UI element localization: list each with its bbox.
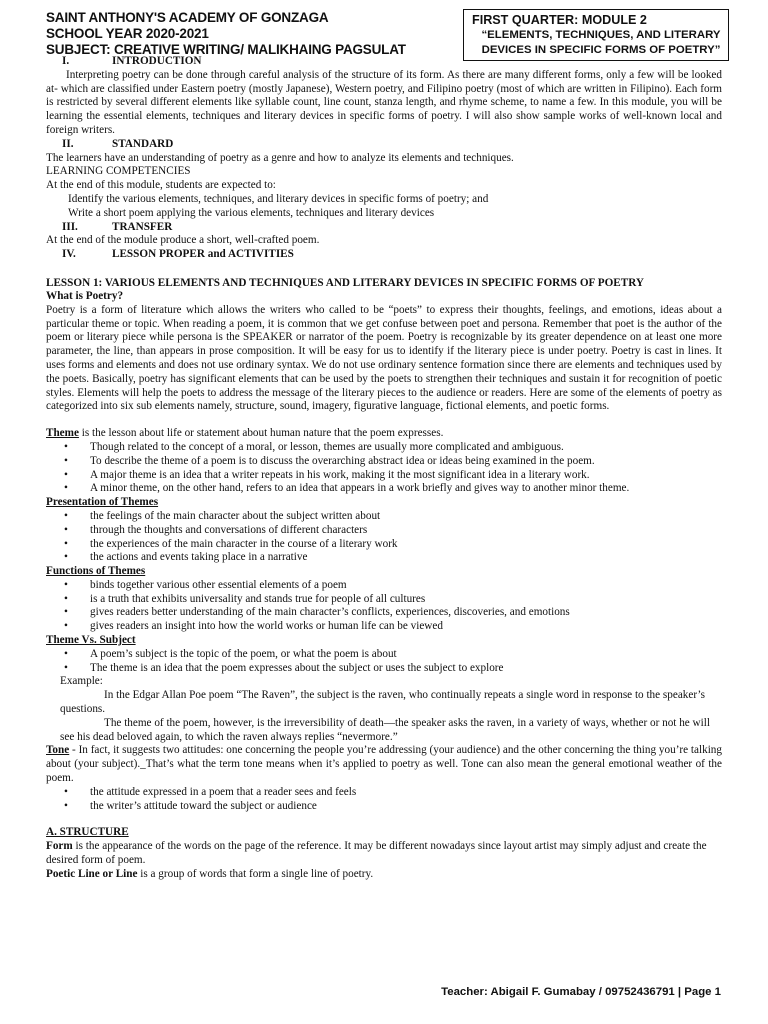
theme-vs-subject-heading: Theme Vs. Subject [46,634,136,647]
poetic-line-definition: Poetic Line or Line is a group of words that form a single line of poetry. [46,867,374,880]
list-item: • the attitude expressed in a poem that a reader sees and feels [46,786,722,800]
standard-paragraph: The learners have an understanding of poetry as a genre and how to analyze its elements and techniques. [46,151,514,164]
module-quarter: FIRST QUARTER: MODULE 2 [472,13,647,27]
what-is-poetry-paragraph: Poetry is a form of literature which allows the writers who called to be “poets” to express their thoughts, feelings, and emotions, ideas about a particular theme or topic. When reading a poem, it is common that we get confuse between poet and persona. Remember that poet is the author of the poem or literary piece while persona is the SPEAKER or narrator of the poem. Poetry is recognizable by its greater dependence on at least one more parameter, the line, than appears in prose composition. It will be easy for us to identify if the literary piece is under poetry. Poetry is cast in lines. It uses forms and elements and does not use ordinary syntax. We do not use ordinary sentence formation since there are elements and techniques used by the poets. Basically, poetry has significant elements that can be used by the poets to strengthen their techniques and sustain it for recognition of poetic styles. Elements will help the poets to address the message of the literary pieces to the audience or readers. Here are some of the elements of poetry as categorized into six sub elements namely, structure, sound, imagery, figurative language, fictional elements, and poetic forms. [46,303,722,413]
document-body [46,55,722,882]
list-item: • Though related to the concept of a moral, or lesson, themes are usually more complicated and ambiguous. [46,441,722,455]
list-item: • is a truth that exhibits universality and stands true for people of all cultures [46,593,722,607]
transfer-paragraph: At the end of the module produce a short, well-crafted poem. [46,234,320,247]
structure-heading: A. STRUCTURE [46,826,129,839]
page-footer: Teacher: Abigail F. Gumabay / 09752436791 | Page 1 [441,986,721,998]
module-title-line-2: DEVICES IN SPECIFIC FORMS OF POETRY” [481,44,721,56]
document-header [46,10,406,58]
list-item: • gives readers better understanding of the main character’s conflicts, experiences, discoveries, and emotions [46,606,722,620]
example-label: Example: [60,675,103,688]
tone-definition: Tone - In fact, it suggests two attitudes: one concerning the people you’re addressing (your audience) and the other concerning the thing you’re talking about (your subject)._That’s what the term tone means when it’s applied to poetry as well. Tone can also mean the general emotional weather of the poem. [46,744,722,785]
functions-bullet-list [46,579,722,634]
list-item: • binds together various other essential elements of a poem [46,579,722,593]
theme-bullet-list [46,441,722,496]
introduction-paragraph: Interpreting poetry can be done through careful analysis of the structure of its form. As there are many different forms, only a few will be looked at- which are classified under Eastern poetry (mostly Japanese), Western poetry, and Filipino poetry (most of which are written in Filipino). Each form is restricted by several different elements like syllable count, line count, stanza length, and rhyme scheme, to name a few. In this module, you will be learning the essential elements, techniques and literary devices in specific forms of poetry. I will also show sample works of well-known local and foreign writers. [46,68,722,136]
module-title-line-1: “ELEMENTS, TECHNIQUES, AND LITERARY [481,29,721,41]
section-standard-heading: II. STANDARD [62,137,174,150]
section-transfer-heading: III. TRANSFER [62,220,173,233]
functions-of-themes-heading: Functions of Themes [46,565,146,578]
list-item: • the writer’s attitude toward the subject or audience [46,800,722,814]
lesson-1-title: LESSON 1: VARIOUS ELEMENTS AND TECHNIQUES AND LITERARY DEVICES IN SPECIFIC FORMS OF POETRY [46,276,644,289]
tone-bullet-list [46,786,722,814]
list-item: • the experiences of the main character in the course of a literary work [46,538,722,552]
theme-vs-subject-bullet-list [46,648,722,676]
list-item: • A major theme is an idea that a writer repeats in his work, making it the most significant idea in a literary work. [46,469,722,483]
section-lesson-proper-heading: IV. LESSON PROPER and ACTIVITIES [62,248,294,261]
list-item: • through the thoughts and conversations of different characters [46,524,722,538]
competencies-lead: At the end of this module, students are expected to: [46,179,276,192]
list-item: • To describe the theme of a poem is to discuss the overarching abstract idea or ideas being examined in the poem. [46,455,722,469]
module-title-box [463,9,729,61]
list-item: • the actions and events taking place in a narrative [46,551,722,565]
competency-item: Write a short poem applying the various elements, techniques and literary devices [68,206,435,219]
spacer [46,813,722,826]
subject-line: SUBJECT: CREATIVE WRITING/ MALIKHAING PAGSULAT [46,42,406,57]
example-raven-theme: The theme of the poem, however, is the irreversibility of death—the speaker asks the raven, in a variety of ways, whether or not he will see his dead beloved again, to which the raven always replies “nevermore.” [60,716,710,743]
what-is-poetry-heading: What is Poetry? [46,289,124,302]
theme-definition: Theme is the lesson about life or statement about human nature that the poem expresses. [46,427,444,440]
section-introduction-heading: I. INTRODUCTION [62,55,202,67]
example-raven-subject: In the Edgar Allan Poe poem “The Raven”, the subject is the raven, who continually repeats a single word in response to the speaker’s questions. [60,689,705,716]
school-name: SAINT ANTHONY'S ACADEMY OF GONZAGA [46,10,329,25]
competency-item: Identify the various elements, techniques, and literary devices in specific forms of poetry; and [68,192,489,205]
competencies-heading: LEARNING COMPETENCIES [46,165,191,178]
list-item: • gives readers an insight into how the world works or human life can be viewed [46,620,722,634]
form-definition: Form is the appearance of the words on the page of the reference. It may be different nowadays since layout artist may simply adjust and create the desired form of poem. [46,840,707,867]
school-year: SCHOOL YEAR 2020-2021 [46,26,209,41]
list-item: • A poem’s subject is the topic of the poem, or what the poem is about [46,648,722,662]
presentation-bullet-list [46,510,722,565]
list-item: • the feelings of the main character about the subject written about [46,510,722,524]
list-item: • The theme is an idea that the poem expresses about the subject or uses the subject to explore [46,662,722,676]
spacer [46,414,722,427]
list-item: • A minor theme, on the other hand, refers to an idea that appears in a work briefly and gives way to another minor theme. [46,482,722,496]
presentation-of-themes-heading: Presentation of Themes [46,496,159,509]
